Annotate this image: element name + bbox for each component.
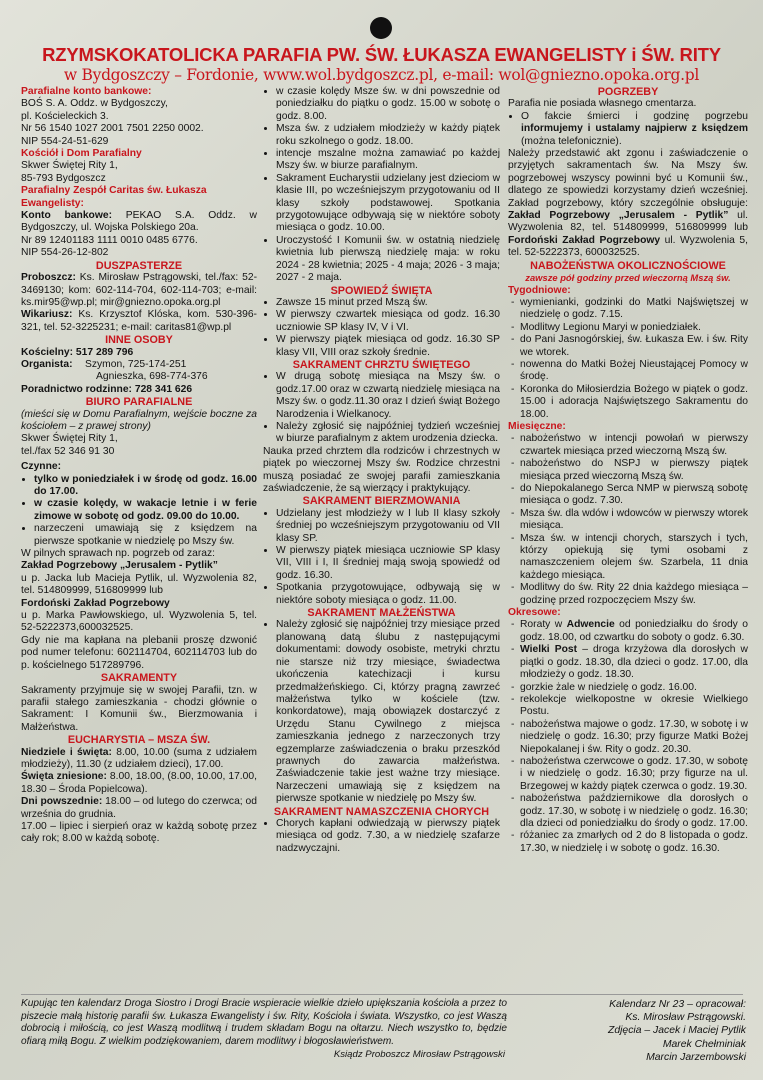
address-line: Skwer Świętej Rity 1, <box>21 160 118 172</box>
item-text: Roraty w <box>520 619 567 631</box>
funeral-item-bold: informujemy i ustalamy najpierw z księdzem <box>521 123 748 135</box>
item-bold: Adwencie <box>566 619 615 631</box>
item-text: gorzkie żale w niedzielę o godz. 16.00. <box>520 681 697 693</box>
item-text: nabożeństwa majowe o godz. 17.30, w sobotę i w niedzielę o godz. 16.30; przy figurze Matki Bożej Niepokalanej i św. Rity o godz. 20.30. <box>520 718 748 755</box>
confirmation-list <box>263 508 500 607</box>
bank-line: pl. Kościeleckich 3. <box>21 110 109 122</box>
baptism-heading: SAKRAMENT CHRZTU ŚWIĘTEGO <box>292 358 471 371</box>
family-counseling-line: Poradnictwo rodzinne: 728 341 626 <box>21 383 193 395</box>
office-hours-label: Czynne: <box>21 461 62 473</box>
list-item: • tylko w poniedziałek i w środę od godz. 16.00 do 17.00. <box>34 474 257 499</box>
address-line: 85-793 Bydgoszcz <box>21 172 106 184</box>
sundays-label: Niedziele i święta: <box>21 746 112 758</box>
anointing-heading: SAKRAMENT NAMASZCZENIA CHORYCH <box>273 805 490 818</box>
funerals-list <box>508 111 748 148</box>
footer-divider <box>21 994 743 995</box>
funeral-home-1: Zakład Pogrzebowy „Jerusalem - Pytlik” <box>508 210 729 222</box>
list-item <box>521 111 748 148</box>
priests-heading: DUSZPASTERZE <box>95 259 183 272</box>
occasional-services-heading: NABOŻEŃSTWA OKOLICZNOŚCIOWE <box>530 259 726 272</box>
marriage-list <box>263 619 500 805</box>
weekdays-text: 18.00 – od lutego do czerwca; od września do grudnia. <box>21 796 257 820</box>
monthly-list <box>508 433 748 607</box>
other-people-heading: INNE OSOBY <box>105 334 173 347</box>
item-bold: Wielki Post <box>520 644 578 656</box>
list-item: - Msza św. w intencji chorych, starszych i tych, którzy opiekują się tymi osobami z namaszczeniem olejem św. Szarbela, 11 dnia każdego miesiąca. <box>520 533 748 583</box>
church-heading: Kościół i Dom Parafialny <box>21 148 142 160</box>
column-left <box>21 86 257 990</box>
caritas-account-text: PEKAO S.A. Oddz. w Bydgoszczy, ul. Wojska Polskiego 20a. <box>21 210 257 234</box>
organist-list <box>85 359 208 384</box>
list-item <box>520 694 748 719</box>
holidays-text: 8.00, 18.00, (8.00, 10.00, 17.00, 18.30 – Środa Popielcowa). <box>21 771 257 795</box>
weekly-list <box>508 297 748 421</box>
list-item: - do Niepokalanego Serca NMP w pierwszą sobotę miesiąca o godz. 7.30. <box>520 483 748 508</box>
organist-line: Agnieszka, 698-774-376 <box>96 371 208 383</box>
list-item: • W drugą sobotę miesiąca na Mszy św. o godz.17.00 oraz w czwartą niedzielę miesiąca na Mszy św. o godz.11.30 oraz I dzień świąt Bożego Narodzenia i Wielkanocy. <box>276 371 500 421</box>
seasonal-heading: Okresowe: <box>508 607 561 619</box>
list-item: - wymienianki, godzinki do Matki Najświętszej w niedzielę o godz. 7.15. <box>520 297 748 322</box>
baptism-text: Nauka przed chrztem dla rodziców i chrzestnych w piątek po wieczornej Mszy św. Rodzice chrzestni muszą posiadać ze swojej parafii zamieszkania zaświadczenie, że są wierzący i praktykujący. <box>263 445 500 494</box>
list-item <box>520 719 748 756</box>
credit-line: Zdjęcia – Jacek i Maciej Pytlik <box>607 1025 746 1037</box>
funerals-details <box>508 148 748 260</box>
list-item: • Zawsze 15 minut przed Mszą św. <box>276 297 500 309</box>
list-item: • Spotkania przygotowujące, odbywają się w niektóre soboty miesiąca o godz. 11.00. <box>276 582 500 607</box>
funerals-heading: POGRZEBY <box>597 86 659 98</box>
bank-line: Nr 56 1540 1027 2001 7501 2250 0002. <box>21 123 204 135</box>
mass-notes-list <box>263 86 500 285</box>
list-item: • W pierwszy piątek miesiąca uczniowie SP klasy VII, VIII i I, II średniej mają swoją spowiedź od godz. 16.30. <box>276 545 500 582</box>
item-text: – droga krzyżowa dla dorosłych w piątki o godz. 18.30, dla dzieci o godz. 17.00, dla młodzieży o godz. 18.30. <box>520 644 748 681</box>
list-item: • narzeczeni umawiają się z księdzem na pierwsze spotkanie w niedzielę po Mszy św. <box>34 523 257 548</box>
list-item: - nabożeństwo w intencji powołań w pierwszy czwartek miesiąca przed wieczorną Mszą św. <box>520 433 748 458</box>
funerals-text: Parafia nie posiada własnego cmentarza. <box>508 98 697 110</box>
caritas-account <box>21 210 257 235</box>
caritas-heading: Parafialny Zespół Caritas św. Łukasza Ewangelisty: <box>21 185 207 209</box>
summer-schedule: 17.00 – lipiec i sierpień oraz w każdą sobotę przez cały rok; 8.00 w każdą sobotę. <box>21 820 257 845</box>
holidays-label: Święta zniesione: <box>21 771 107 783</box>
weekdays-label: Dni powszednie: <box>21 796 103 808</box>
funeral-home-2-info: u p. Marka Pawłowskiego, ul. Wyzwolenia 5, tel. 52-5222373,600032525. <box>21 610 257 634</box>
caritas-account-label: Konto bankowe: <box>21 210 113 222</box>
sacraments-text: Sakramenty przyjmuje się w swojej Parafii, tzn. w parafii stałego zamieszkania - chodzi głównie o Sakrament: I Komunii św., Bierzmowania i Małżeństwa. <box>21 684 257 733</box>
bank-line: NIP 554-24-51-629 <box>21 135 109 147</box>
list-item <box>520 830 748 855</box>
credit-line: Ks. Mirosław Pstrągowski. <box>625 1012 746 1024</box>
sundays-schedule <box>21 747 257 772</box>
credit-line: Marcin Jarzembowski <box>646 1051 746 1063</box>
item-text: rekolekcje wielkopostne w okresie Wielkiego Postu. <box>520 693 748 718</box>
office-note: (mieści się w Domu Parafialnym, wejście boczne za kościołem – z prawej strony) <box>21 408 257 432</box>
marriage-heading: SAKRAMENT MAŁŻEŃSTWA <box>307 607 456 620</box>
bank-line: BOŚ S. A. Oddz. w Bydgoszczy, <box>21 98 168 110</box>
office-line: tel./fax 52 346 91 30 <box>21 445 115 457</box>
list-item: • Należy zgłosić się najpóźniej tydzień wcześniej w biurze parafialnym z aktem urodzenia dziecka. <box>276 421 500 446</box>
occasional-services-note: zawsze pół godziny przed wieczorną Mszą św. <box>525 272 731 284</box>
holidays-schedule <box>21 771 257 796</box>
list-item: • w czasie kolędy Msze św. w dni powszednie od poniedziałku do piątku o godz. 15.00 w sobotę o godz. 8.00. <box>276 86 500 123</box>
pastor-info <box>21 272 257 309</box>
confession-heading: SPOWIEDŹ ŚWIĘTA <box>330 284 433 297</box>
vicar-label: Wikariusz: <box>21 309 73 321</box>
weekdays-schedule <box>21 796 257 821</box>
item-text: nabożeństwa czerwcowe o godz. 17.30, w sobotę i w niedzielę o godz. 16.30; przy figurze na ul. Brzegowej w każdy piątek czerwca o godz. 19.30. <box>520 755 748 792</box>
column-right <box>508 86 748 990</box>
baptism-list <box>263 371 500 445</box>
seasonal-list <box>508 619 748 855</box>
office-hours-list <box>21 474 257 548</box>
funeral-home-1-name: Zakład Pogrzebowy „Jerusalem - Pytlik” <box>21 560 218 572</box>
list-item: - nabożeństwo do NSPJ w pierwszy piątek miesiąca przed wieczorną Mszą św. <box>520 458 748 483</box>
list-item: • Udzielany jest młodzieży w I lub II klasy szkoły średniej po wcześniejszym przygotowaniu od VII klasy SP. <box>276 508 500 545</box>
item-text: różaniec za zmarłych od 2 do 8 listopada o godz. 17.30, w niedzielę i w sobotę o godz. 16.30. <box>520 830 748 854</box>
funeral-home-1-info: u p. Jacka lub Macieja Pytlik, ul. Wyzwolenia 82, tel. 514809999, 516809999 lub <box>21 572 257 597</box>
pastor-text: Ks. Mirosław Pstrągowski, tel./fax: 52-3469130; kom: 602-114-704, 602-114-703; e-mail: ks.mir95@wp.pl; mir@gniezno.opoka.org.pl <box>21 272 257 308</box>
item-text: od poniedziałku do środy o godz. 18.00, od czwartku do soboty o godz. 6.30. <box>520 619 748 643</box>
caritas-line: NIP 554-26-12-802 <box>21 247 109 259</box>
list-item: • W pierwszy piątek miesiąca od godz. 16.30 SP klasy VII, VIII oraz szkoły średnie. <box>276 334 500 359</box>
list-item: • w czasie kolędy, w wakacje letnie i w ferie zimowe w sobotę od godz. 09.00 do 10.00. <box>34 498 257 523</box>
organist-label: Organista: <box>21 358 73 370</box>
monthly-heading: Miesięczne: <box>508 420 566 432</box>
funeral-urgent-intro: W pilnych sprawach np. pogrzeb od zaraz: <box>21 548 216 560</box>
list-item: • Należy zgłosić się najpóźniej trzy miesiące przed planowaną datą ślubu z następującymi dokumentami: dowody osobiste, metryki chrztu nie starsze niż trzy miesiące, świadectwa ukończenia katechizacji i kursu przedmałżeńskiego. Ci, którzy pragną zawrzeć małżeństwa tylko w kościele (tzw. konkordatowe), mają obowiązek dostarczyć z Urzędu Stanu Cywilnego z miejsca zamieszkania jednego z narzeczonych trzy egzemplarze zaświadczenia o braku przeszkód prawnych do zawarcia małżeństwa. Zaświadczenie takie jest ważne trzy miesiące. Narzeczeni umawiają się z księdzem na pierwsze spotkanie w niedzielę po Mszy św. <box>276 619 500 805</box>
funeral-home-2-name: Fordoński Zakład Pogrzebowy <box>21 597 170 609</box>
list-item <box>520 619 748 644</box>
parish-title: RZYMSKOKATOLICKA PARAFIA PW. ŚW. ŁUKASZA EWANGELISTY i ŚW. RITY <box>42 44 721 65</box>
confirmation-heading: SAKRAMENT BIERZMOWANIA <box>302 495 461 508</box>
list-item: • W pierwszy czwartek miesiąca od godz. 16.30 uczniowie SP klasy IV, V i VI. <box>276 309 500 334</box>
funeral-home-2: Fordoński Zakład Pogrzebowy <box>508 234 661 246</box>
footer-credits <box>560 998 746 1064</box>
list-item: - Koronka do Miłosierdzia Bożego w piątek o godz. 15.00 i adoracja Najświętszego Sakramentu do 18.00. <box>520 384 748 421</box>
list-item <box>520 682 748 694</box>
organist-block <box>21 359 257 384</box>
list-item: • intencje mszalne można zamawiać po każdej Mszy św. w biurze parafialnym. <box>276 148 500 173</box>
footer-message: Kupując ten kalendarz Droga Siostro i Drogi Bracie wspieracie wielkie dzieło upiększania kościoła a przez to piszecie małą historię parafii św. Łukasza Ewangelisty i św. Rity, Kościoła i świata. Wszystko, co jest Waszą dobrocią i miłością, co jest Waszą modlitwą i trudem składam Bogu na ołtarzu. Niech wszystko to, będzie ofiarą miłą Bogu. Z wielkim podziękowaniem, darem modlitwy i błogosławieństwem. <box>21 998 507 1047</box>
list-item <box>520 644 748 681</box>
funeral-item-pre: O fakcie śmierci i godzinę pogrzebu <box>521 110 748 122</box>
weekly-heading: Tygodniowe: <box>508 284 571 296</box>
office-line: Skwer Świętej Rity 1, <box>21 433 118 445</box>
parish-subtitle: w Bydgoszczy – Fordonie, www.wol.bydgoszcz.pl, e-mail: wol@gniezno.opoka.org.pl <box>63 66 700 84</box>
list-item: - Msza św. dla wdów i wdowców w pierwszy wtorek miesiąca. <box>520 508 748 533</box>
funeral-item-post: (można telefonicznie). <box>521 135 622 147</box>
anointing-list <box>263 818 500 855</box>
credit-line: Marek Chełminiak <box>662 1038 746 1050</box>
list-item: - nowenna do Matki Bożej Nieustającej Pomocy w środę. <box>520 359 748 384</box>
sundays-text: 8.00, 10.00 (suma z udziałem młodzieży), 11.30 (z udziałem dzieci), 17.00. <box>21 746 257 770</box>
sexton-line: Kościelny: 517 289 796 <box>21 346 134 358</box>
organist-line: Szymon, 725-174-251 <box>85 358 187 370</box>
hanging-hole <box>370 17 392 39</box>
vicar-info <box>21 309 257 334</box>
office-heading: BIURO PARAFIALNE <box>85 396 193 409</box>
column-middle <box>263 86 500 990</box>
funerals-details-text: Należy przedstawić akt zgonu i zaświadczenie o przyjętych sakramentach św. Na Mszy św. pogrzebowej wszyscy powinni być u Komunii św., dlatego ze spowiedzi korzystamy dzień wcześniej. Zakład pogrzebowy, który szczególnie obsługuje: <box>508 148 748 209</box>
sacraments-heading: SAKRAMENTY <box>100 672 178 685</box>
list-item: • Uroczystość I Komunii św. w ostatnią niedzielę kwietnia lub pierwszą niedzielę maja: w roku 2024 - 28 kwietnia; 2025 - 4 maja; 2026 - 3 maja; 2027 - 2 maja. <box>276 235 500 285</box>
list-item: • Sakrament Eucharystii udzielany jest dzieciom w klasie III, po wcześniejszym przygotowaniu od II klasy szkoły podstawowej. Spotkania przygotowujące odbywają się w niektóre soboty miesiąca o godz. 10.00. <box>276 173 500 235</box>
list-item <box>520 756 748 793</box>
caritas-line: Nr 89 12401183 1111 0010 0485 6776. <box>21 234 198 246</box>
pastor-label: Proboszcz: <box>21 272 76 284</box>
item-text: nabożeństwa październikowe dla dorosłych o godz. 17.30, w sobotę i w niedzielę o godz. 16.30; dla dzieci od poniedziałku do środy o godz. 17.00. <box>520 793 748 829</box>
list-item: - Modlitwy do św. Rity 22 dnia każdego miesiąca – godzinę przed rozpoczęciem Mszy św. <box>520 582 748 607</box>
no-priest-note: Gdy nie ma kapłana na plebanii proszę dzwonić pod numer telefonu: 602114704, 602114703 lub do p. kościelnego 517289796. <box>21 634 257 671</box>
footer-signature: Ksiądz Proboszcz Mirosław Pstrągowski <box>333 1049 505 1060</box>
list-item: - do Pani Jasnogórskiej, św. Łukasza Ew. i św. Rity we wtorek. <box>520 334 748 359</box>
list-item: • Msza św. z udziałem młodzieży w każdy piątek roku szkolnego o godz. 18.00. <box>276 123 500 148</box>
list-item <box>520 793 748 830</box>
credit-line: Kalendarz Nr 23 – opracował: <box>609 999 746 1010</box>
funeral-home-2-info: ul. Wyzwolenia 5, tel. 52-5222373, 600032525. <box>508 234 748 259</box>
vicar-text: Ks. Krzysztof Klóska, kom. 530-396-321, tel. 52-3225231; e-mail: caritas81@wp.pl <box>21 309 257 333</box>
confession-list <box>263 297 500 359</box>
bank-account-heading: Parafialne konto bankowe: <box>21 86 152 97</box>
list-item: - Modlitwy Legionu Maryi w poniedziałek. <box>520 322 748 334</box>
list-item: • Chorych kapłani odwiedzają w pierwszy piątek miesiąca od godz. 7.30, a w niedzielę szafarze nadzwyczajni. <box>276 818 500 855</box>
eucharist-heading: EUCHARYSTIA – MSZA ŚW. <box>67 734 211 747</box>
funeral-home-1-info: ul. Wyzwolenia 82, tel. 514809999, 516809999 lub <box>508 210 748 234</box>
